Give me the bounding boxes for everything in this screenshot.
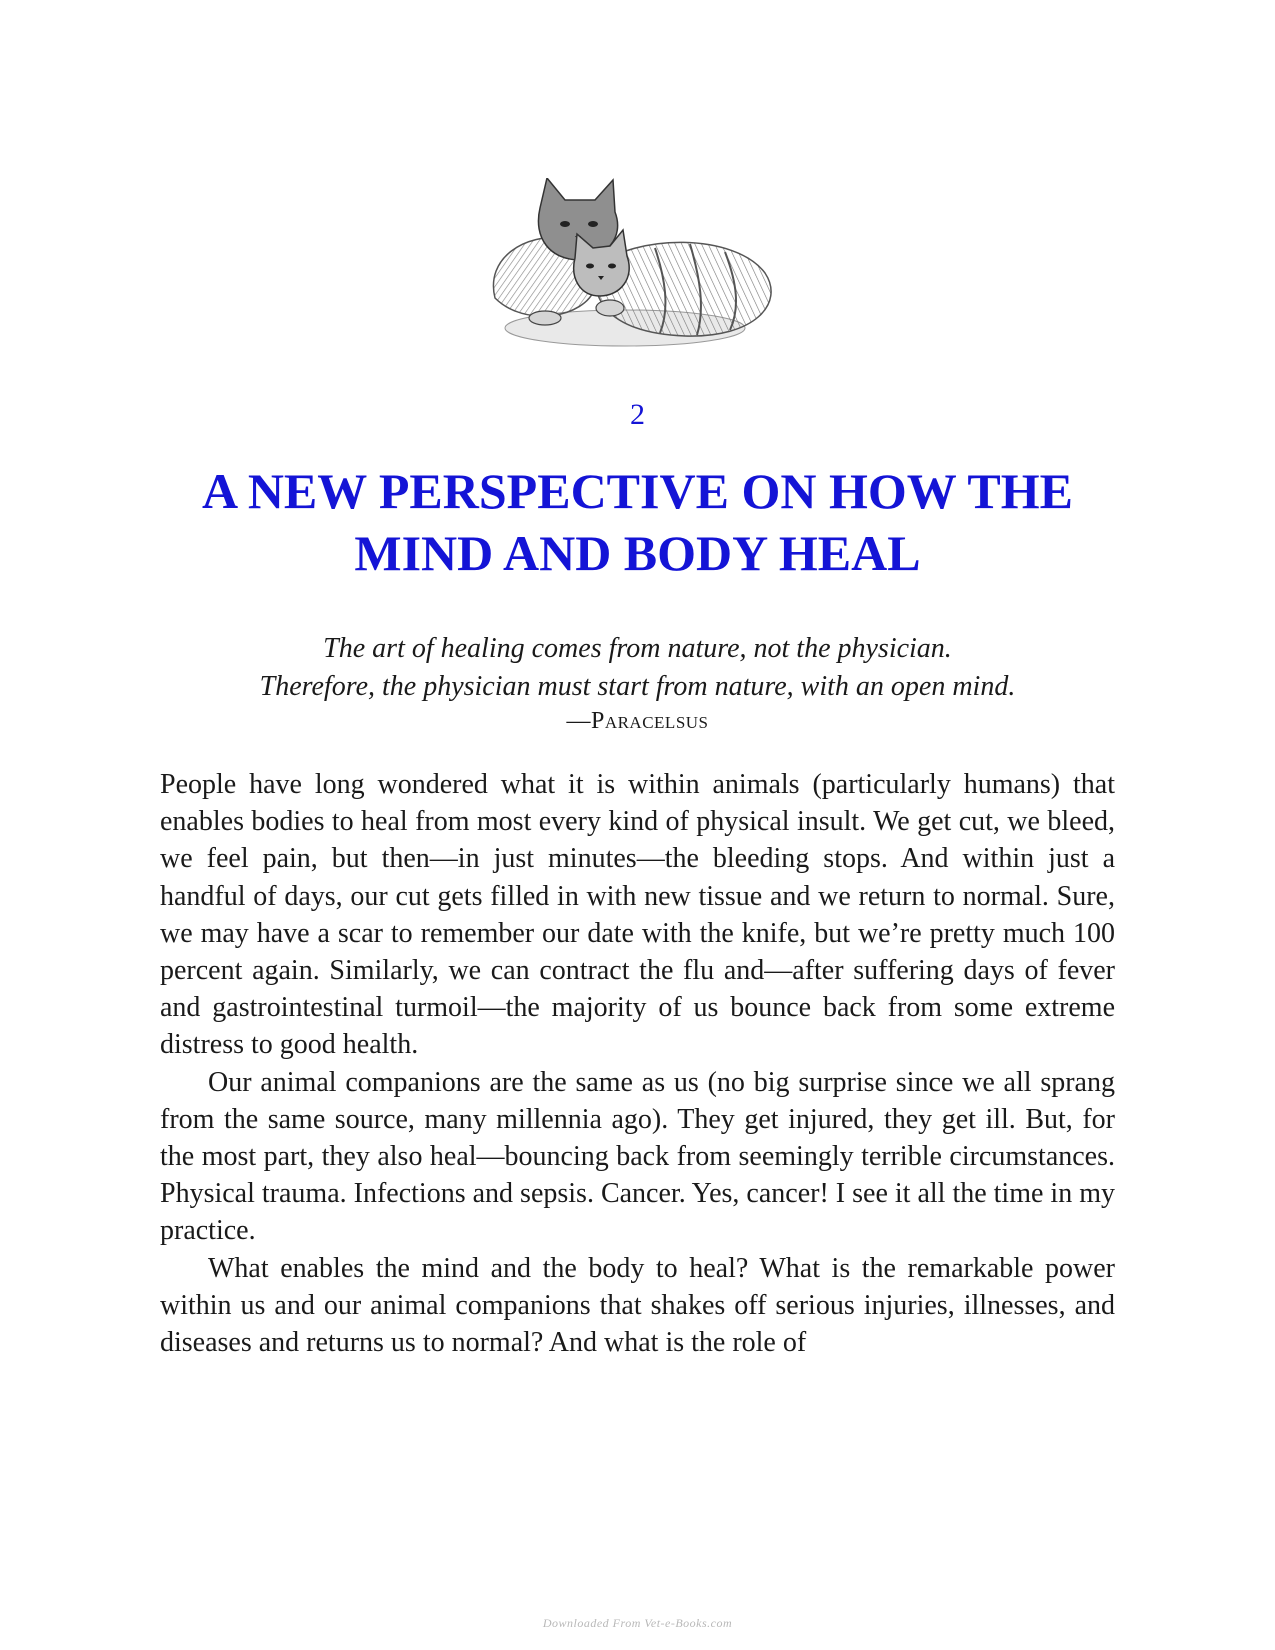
cats-illustration: [485, 178, 783, 360]
epigraph-line-1: The art of healing comes from nature, not the physician.: [323, 633, 952, 664]
epigraph: [100, 630, 1175, 736]
body-text: [160, 766, 1115, 1361]
chapter-title: [100, 460, 1175, 584]
download-watermark: Downloaded From Vet-e-Books.com: [542, 1616, 733, 1630]
chapter-title-line-2: MIND AND BODY HEAL: [354, 525, 921, 581]
chapter-title-line-1: A NEW PERSPECTIVE ON HOW THE: [201, 463, 1074, 519]
epigraph-line-2: Therefore, the physician must start from nature, with an open mind.: [259, 671, 1016, 702]
epigraph-attribution: —Paracelsus: [566, 708, 709, 734]
paragraph-2: Our animal companions are the same as us (no big surprise since we all sprang from the same source, many millennia ago). They get injured, they get ill. But, for the most part, they also heal—bouncing back from seemingly terrible circumstances. Physical trauma. Infections and sepsis. Cancer. Yes, cancer! I see it all the time in my practice.: [160, 1066, 1115, 1247]
paragraph-3: What enables the mind and the body to heal? What is the remarkable power within us and our animal companions that shakes off serious injuries, illnesses, and diseases and returns us to normal? And what is the role of: [160, 1252, 1115, 1359]
chapter-number: 2: [630, 398, 645, 431]
paragraph-1: People have long wondered what it is within animals (particularly humans) that enables bodies to heal from most every kind of physical insult. We get cut, we bleed, we feel pain, but then—in just minutes—the bleeding stops. And within just a handful of days, our cut gets filled in with new tissue and we return to normal. Sure, we may have a scar to remember our date with the knife, but we’re pretty much 100 percent again. Similarly, we can contract the flu and—after suffering days of fever and gastrointestinal turmoil—the majority of us bounce back from some extreme distress to good health.: [160, 769, 1115, 1061]
